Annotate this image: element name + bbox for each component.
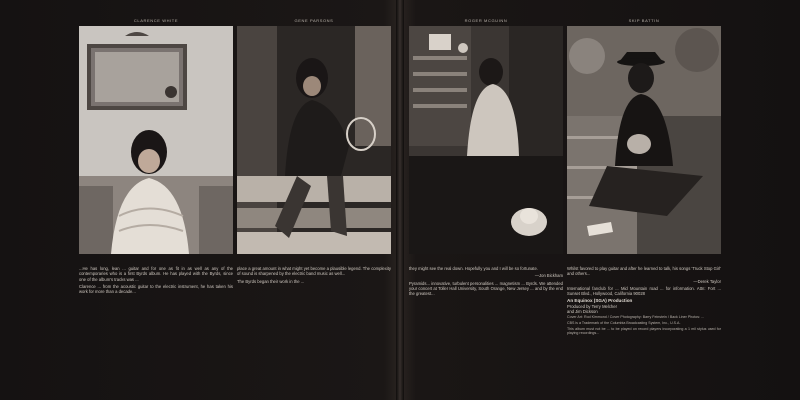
paragraph: they might see the real down. Hopefully you and I will be so fortunate. [409, 266, 538, 271]
panel-roger [409, 18, 563, 396]
credit-producer: Produced by Terry Melcher [567, 303, 617, 309]
paragraph: Whilst favored to play guitar and after he learned to talk, his songs 'Truck Stop Girl' and others... [567, 266, 721, 277]
credit-notice: This album must not be ... to be played on record players incorporating a 1 mil stylus used for playing recordings... [567, 326, 721, 336]
credit-coproducer: and Jim Dickson [567, 309, 598, 315]
paragraph: International fanclub for ... Mid Mountain road ... for information. Attn: Fort ... Sunset Blvd., Hollywood, California 90028 [567, 285, 721, 297]
photo-clarence [79, 26, 233, 254]
photo-roger [409, 26, 563, 254]
paragraph: The Byrds began their work in the ... [237, 278, 305, 284]
paragraph: place a great amount in what might yet become a plausible legend. The complexity of sound is sharpened by the electric band music as well... [237, 266, 391, 277]
caption: SKIP BATTIN [628, 18, 660, 23]
text-column-4 [567, 266, 721, 396]
photo-gene [237, 26, 391, 254]
caption: CLARENCE WHITE [133, 18, 179, 23]
panel-gene [237, 18, 391, 396]
credit-trademark: CBS is a Trademark of the Columbia Broadcasting System, Inc., U.S.A. [567, 320, 681, 325]
panel-skip [567, 18, 721, 396]
credit-production: An Equinox (SGA) Production [567, 298, 633, 304]
caption: ROGER MCGUINN [464, 18, 508, 23]
panel-clarence [79, 18, 233, 396]
text-column-1 [79, 266, 233, 396]
caption: GENE PARSONS [294, 18, 334, 23]
center-fold [396, 0, 404, 400]
photo-skip [567, 26, 721, 254]
paragraph: ...He has long, lean ... guitar and for one as fit in as well as any of the contemporaries who is a first Byrds album. He has played with the Byrds, since one of the album's tracks was ... [79, 266, 233, 282]
text-column-2 [237, 266, 391, 396]
paragraph: Pyramids... innovative, turbulent personalities ... magnetism ... Byrds. We attended your concert at Toller Hall University, South Orange, New Jersey ... and by the end the greatest... [409, 280, 563, 297]
paragraph: Clarence ... from the acoustic guitar to the electric instrument, he has taken his work for more than a decade... [79, 283, 233, 295]
signature: —Derek Taylor [693, 278, 721, 284]
credit-photography: Cover Art: Rod Kimmond / Cover Photography: Barry Feinstein / Back Liner Photos: ... [567, 315, 705, 320]
text-column-3 [409, 266, 563, 396]
signature: —Jon Bickham [534, 273, 563, 279]
